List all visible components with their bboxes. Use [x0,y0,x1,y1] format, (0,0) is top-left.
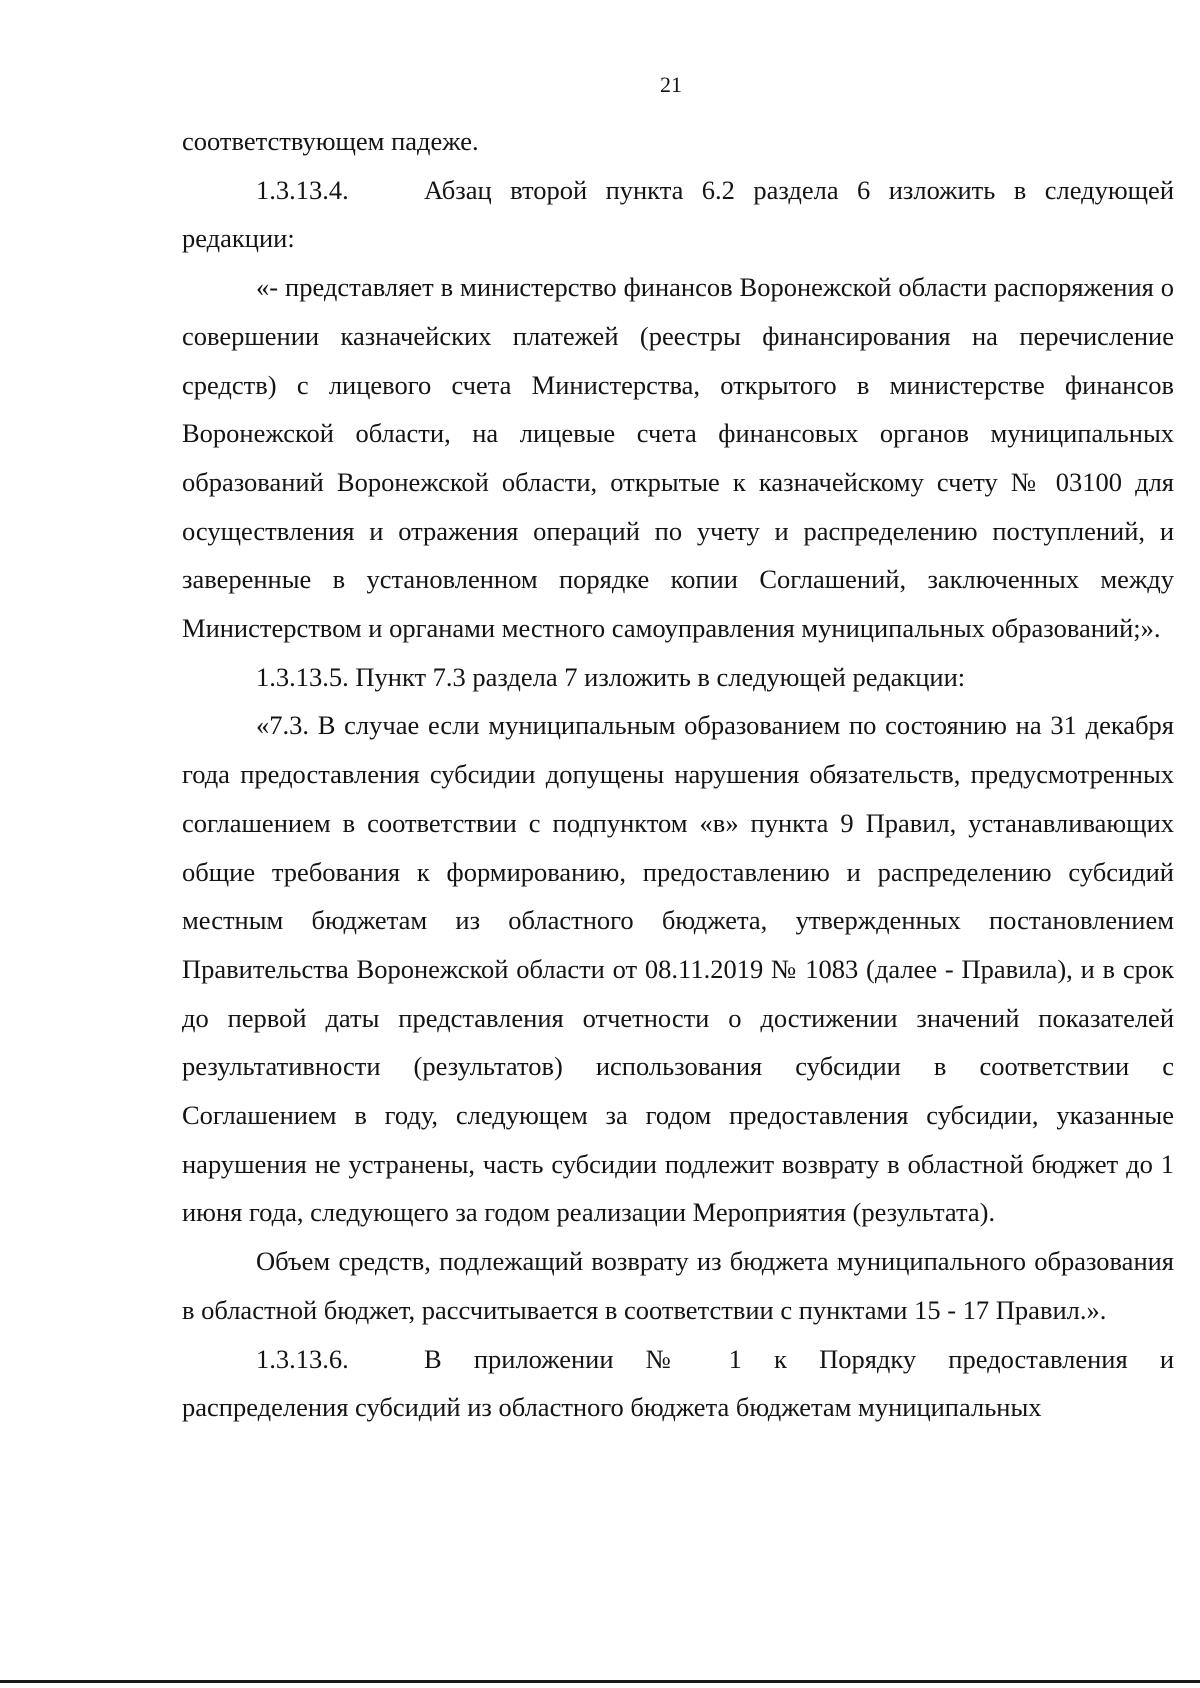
clause-text-continuation: редакции: [182,223,295,254]
clause-text: Абзац второй пункта 6.2 раздела 6 изложить в следующей [424,174,1174,205]
paragraph-quoted-clause: «- представляет в министерство финансов Воронежской области распоряжения о совершении казначейских платежей (реестры финансирования на перечисление средств) с лицевого счета Министерства, открытого в министерстве финансов Воронежской области, на лицевые счета финансовых органов муниципальных образований Воронежской области, открытые к казначейскому счету № 03100 для осуществления и отражения операций по учету и распределению поступлений, и заверенные в установленном порядке копии Соглашений, заключенных между Министерством и органами местного самоуправления муниципальных образований;». [182,272,1174,644]
clause-number: 1.3.13.6. [256,1343,349,1374]
clause-text-continuation: распределения субсидий из областного бюджета бюджетам муниципальных [182,1392,1042,1423]
paragraph-refund-volume: Объем средств, подлежащий возврату из бюджета муниципального образования в областной бюджет, рассчитывается в соответствии с пунктами 15 - 17 Правил.». [182,1246,1174,1325]
paragraph-7-3: «7.3. В случае если муниципальным образованием по состоянию на 31 декабря года предоставления субсидии допущены нарушения обязательств, предусмотренных соглашением в соответствии с подпунктом «в» пункта 9 Правил, устанавливающих общие требования к формированию, предоставлению и распределению субсидий местным бюджетам из областного бюджета, утвержденных постановлением Правительства Воронежской области от 08.11.2019 № 1083 (далее - Правила), и в срок до первой даты представления отчетности о достижении значений показателей результативности (результатов) использования субсидии в соответствии с Соглашением в году, следующем за годом предоставления субсидии, указанные нарушения не устранены, часть субсидии подлежит возврату в областной бюджет до 1 июня года, следующего за годом реализации Мероприятия (результата). [182,710,1174,1228]
bottom-edge-line [0,1680,1200,1683]
paragraph-1-3-13-5: 1.3.13.5. Пункт 7.3 раздела 7 изложить в следующей редакции: [256,661,966,692]
paragraph-continuation-top: соответствующем падеже. [182,126,479,156]
document-body [182,117,1174,1432]
paragraph-1-3-13-4 [182,166,1174,215]
clause-number: 1.3.13.4. [256,174,349,205]
clause-text: В приложении № 1 к Порядку предоставления и [424,1343,1174,1374]
paragraph-1-3-13-6 [182,1335,1174,1384]
page-number: 21 [660,72,682,97]
